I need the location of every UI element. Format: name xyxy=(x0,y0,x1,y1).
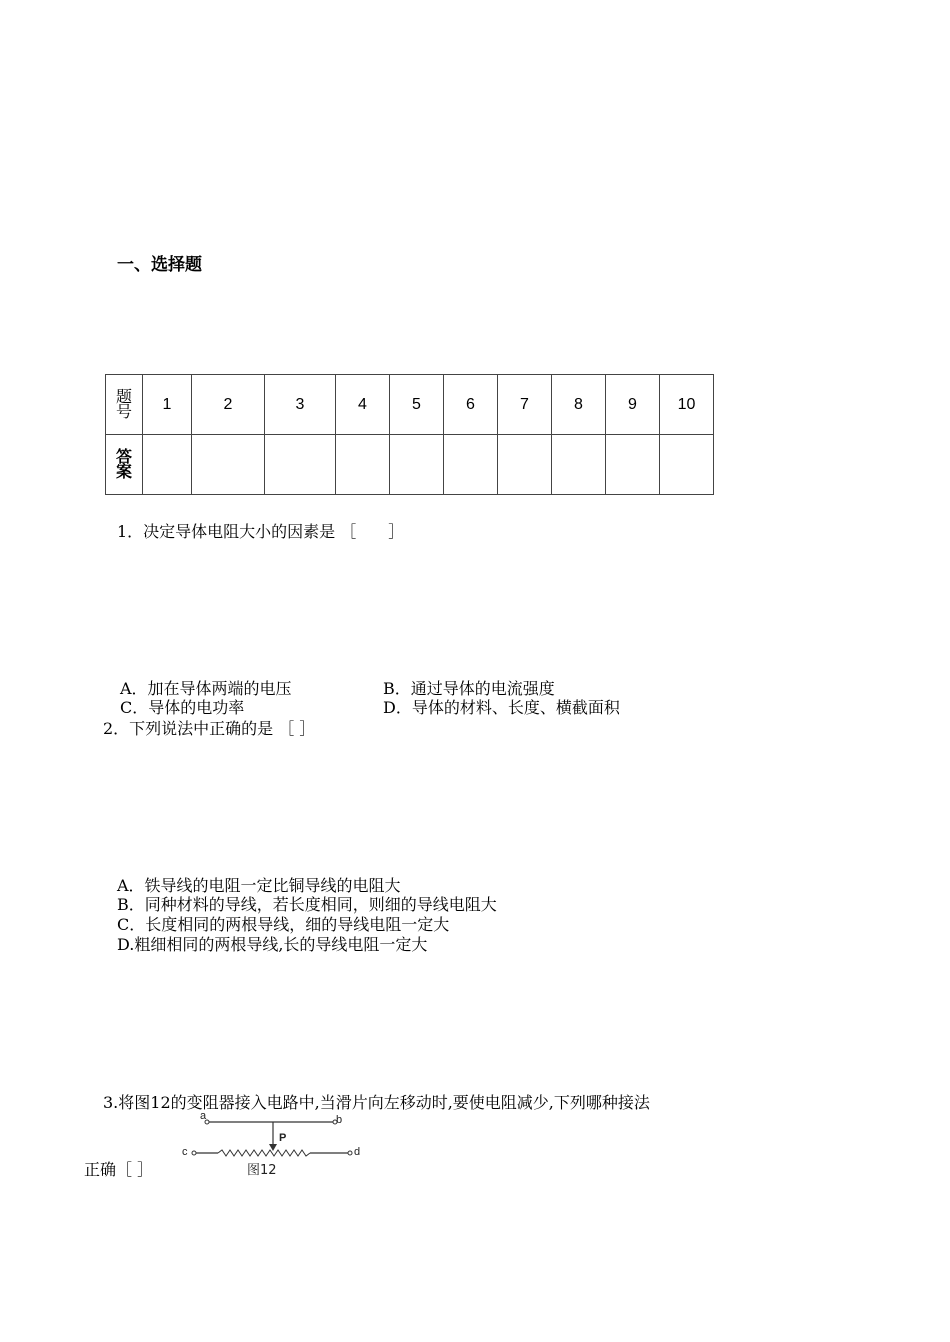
terminal-b-label: b xyxy=(336,1114,343,1126)
terminal-d-label: d xyxy=(354,1146,361,1158)
question-2-option-a: A．铁导线的电阻一定比铜导线的电阻大 xyxy=(117,876,401,895)
question-2-option-c: C．长度相同的两根导线，细的导线电阻一定大 xyxy=(117,915,450,934)
question-2-option-b: B．同种材料的导线，若长度相同，则细的导线电阻大 xyxy=(117,895,497,914)
question-1-option-b: B．通过导体的电流强度 xyxy=(383,679,555,698)
row-label-number: 题号 xyxy=(106,375,143,435)
rheostat-figure xyxy=(182,1110,380,1182)
cell-number-6: 6 xyxy=(444,375,498,435)
figure-caption: 图12 xyxy=(247,1163,277,1178)
table-row-numbers xyxy=(106,375,714,435)
question-1-option-c: C．导体的电功率 xyxy=(120,698,245,717)
section-heading: 一、选择题 xyxy=(117,255,202,275)
cell-number-1: 1 xyxy=(143,375,192,435)
answer-cell-10[interactable] xyxy=(660,435,714,495)
cell-number-2: 2 xyxy=(192,375,265,435)
question-2-stem: 2．下列说法中正确的是 ［ ］ xyxy=(103,719,316,738)
cell-number-3: 3 xyxy=(265,375,336,435)
question-2-option-d: D.粗细相同的两根导线,长的导线电阻一定大 xyxy=(117,935,428,954)
cell-number-8: 8 xyxy=(552,375,606,435)
cell-number-9: 9 xyxy=(606,375,660,435)
cell-number-10: 10 xyxy=(660,375,714,435)
terminal-a-icon xyxy=(205,1120,209,1124)
terminal-c-icon xyxy=(192,1151,196,1155)
row-label-answer: 答案 xyxy=(106,435,143,495)
question-1-stem: 1．决定导体电阻大小的因素是 ［ ］ xyxy=(117,522,405,541)
resistor-coil xyxy=(218,1150,310,1156)
answer-cell-5[interactable] xyxy=(390,435,444,495)
answer-cell-8[interactable] xyxy=(552,435,606,495)
answer-cell-9[interactable] xyxy=(606,435,660,495)
slider-p-label: P xyxy=(279,1132,287,1144)
question-3-stem-end: 正确［ ］ xyxy=(84,1160,154,1179)
answer-cell-6[interactable] xyxy=(444,435,498,495)
answer-cell-4[interactable] xyxy=(336,435,390,495)
terminal-a-label: a xyxy=(200,1110,207,1122)
answer-cell-7[interactable] xyxy=(498,435,552,495)
cell-number-4: 4 xyxy=(336,375,390,435)
answer-cell-3[interactable] xyxy=(265,435,336,495)
answer-cell-1[interactable] xyxy=(143,435,192,495)
terminal-d-icon xyxy=(348,1151,352,1155)
terminal-c-label: c xyxy=(182,1146,188,1158)
cell-number-7: 7 xyxy=(498,375,552,435)
answer-table xyxy=(105,374,714,495)
question-3-stem: 3.将图12的变阻器接入电路中,当滑片向左移动时,要使电阻减少,下列哪种接法 xyxy=(103,1093,650,1112)
table-row-answers xyxy=(106,435,714,495)
answer-cell-2[interactable] xyxy=(192,435,265,495)
cell-number-5: 5 xyxy=(390,375,444,435)
question-1-option-a: A．加在导体两端的电压 xyxy=(120,679,292,698)
question-1-option-d: D．导体的材料、长度、横截面积 xyxy=(383,698,620,717)
